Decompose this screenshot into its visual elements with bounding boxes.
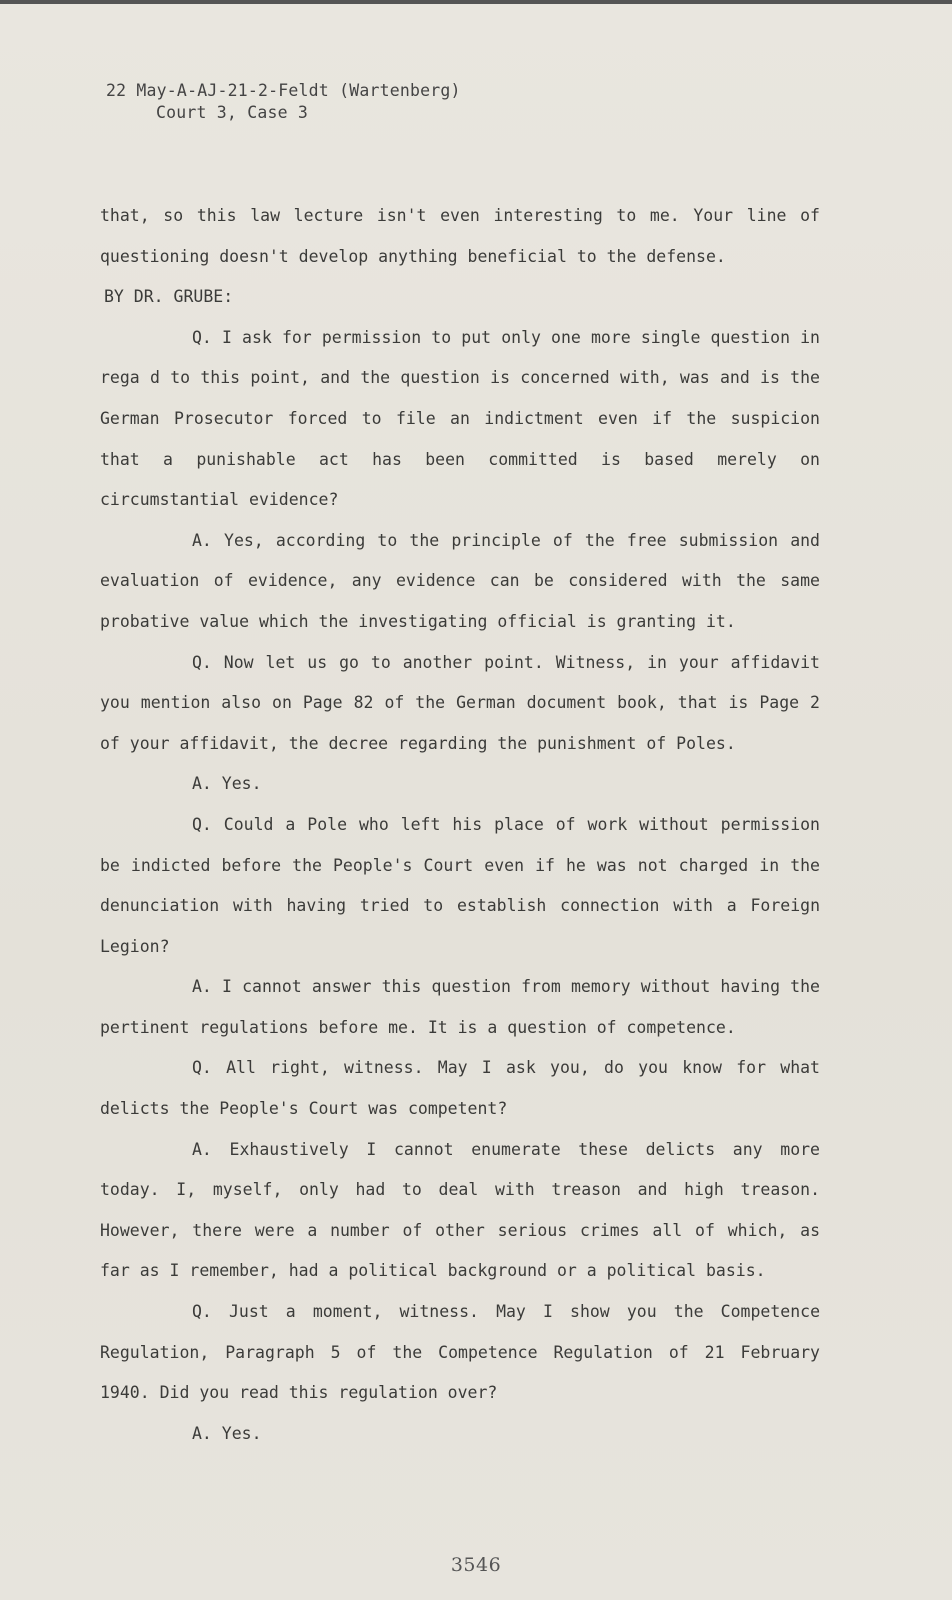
question-paragraph: Q. Just a moment, witness. May I show you the Competence Regulation, Paragraph 5 of the Competence Regulation of 21 February 1940. Did you read this regulation over? <box>100 1302 820 1403</box>
document-header <box>106 80 461 124</box>
transcript-body <box>100 196 820 1454</box>
answer-paragraph: A. Yes. <box>192 1423 262 1443</box>
paragraph-continuation: that, so this law lecture isn't even interesting to me. Your line of questioning doesn't develop anything beneficial to the defense. <box>100 206 820 266</box>
answer-paragraph: A. Exhaustively I cannot enumerate these delicts any more today. I, myself, only had to deal with treason and high treason. However, there were a number of other serious crimes all of which, as far as I remember, had a political background or a political basis. <box>100 1139 820 1281</box>
question-paragraph: Q. I ask for permission to put only one more single question in rega d to this point, and the question is concerned with, was and is the German Prosecutor forced to file an indictment even if the suspicion that a punishable act has been committed is based merely on circumstantial evidence? <box>100 327 820 510</box>
question-paragraph: Q. Could a Pole who left his place of work without permission be indicted before the People's Court even if he was not charged in the denunciation with having tried to establish connection with a Foreign Legion? <box>100 814 820 956</box>
answer-paragraph: A. I cannot answer this question from memory without having the pertinent regulations before me. It is a question of competence. <box>100 977 820 1037</box>
answer-paragraph: A. Yes. <box>192 774 262 794</box>
question-paragraph: Q. All right, witness. May I ask you, do you know for what delicts the People's Court was competent? <box>100 1058 820 1119</box>
header-court-case: Court 3, Case 3 <box>156 103 309 122</box>
speaker-line: BY DR. GRUBE: <box>104 287 234 307</box>
answer-paragraph: A. Yes, according to the principle of the free submission and evaluation of evidence, any evidence can be considered with the same probative value which the investigating official is granting it. <box>100 530 820 631</box>
question-paragraph: Q. Now let us go to another point. Witness, in your affidavit you mention also on Page 82 of the German document book, that is Page 2 of your affidavit, the decree regarding the punishment of Poles. <box>100 652 820 753</box>
header-reference: 22 May-A-AJ-21-2-Feldt (Wartenberg) <box>106 81 461 100</box>
page-number: 3546 <box>450 1554 502 1576</box>
